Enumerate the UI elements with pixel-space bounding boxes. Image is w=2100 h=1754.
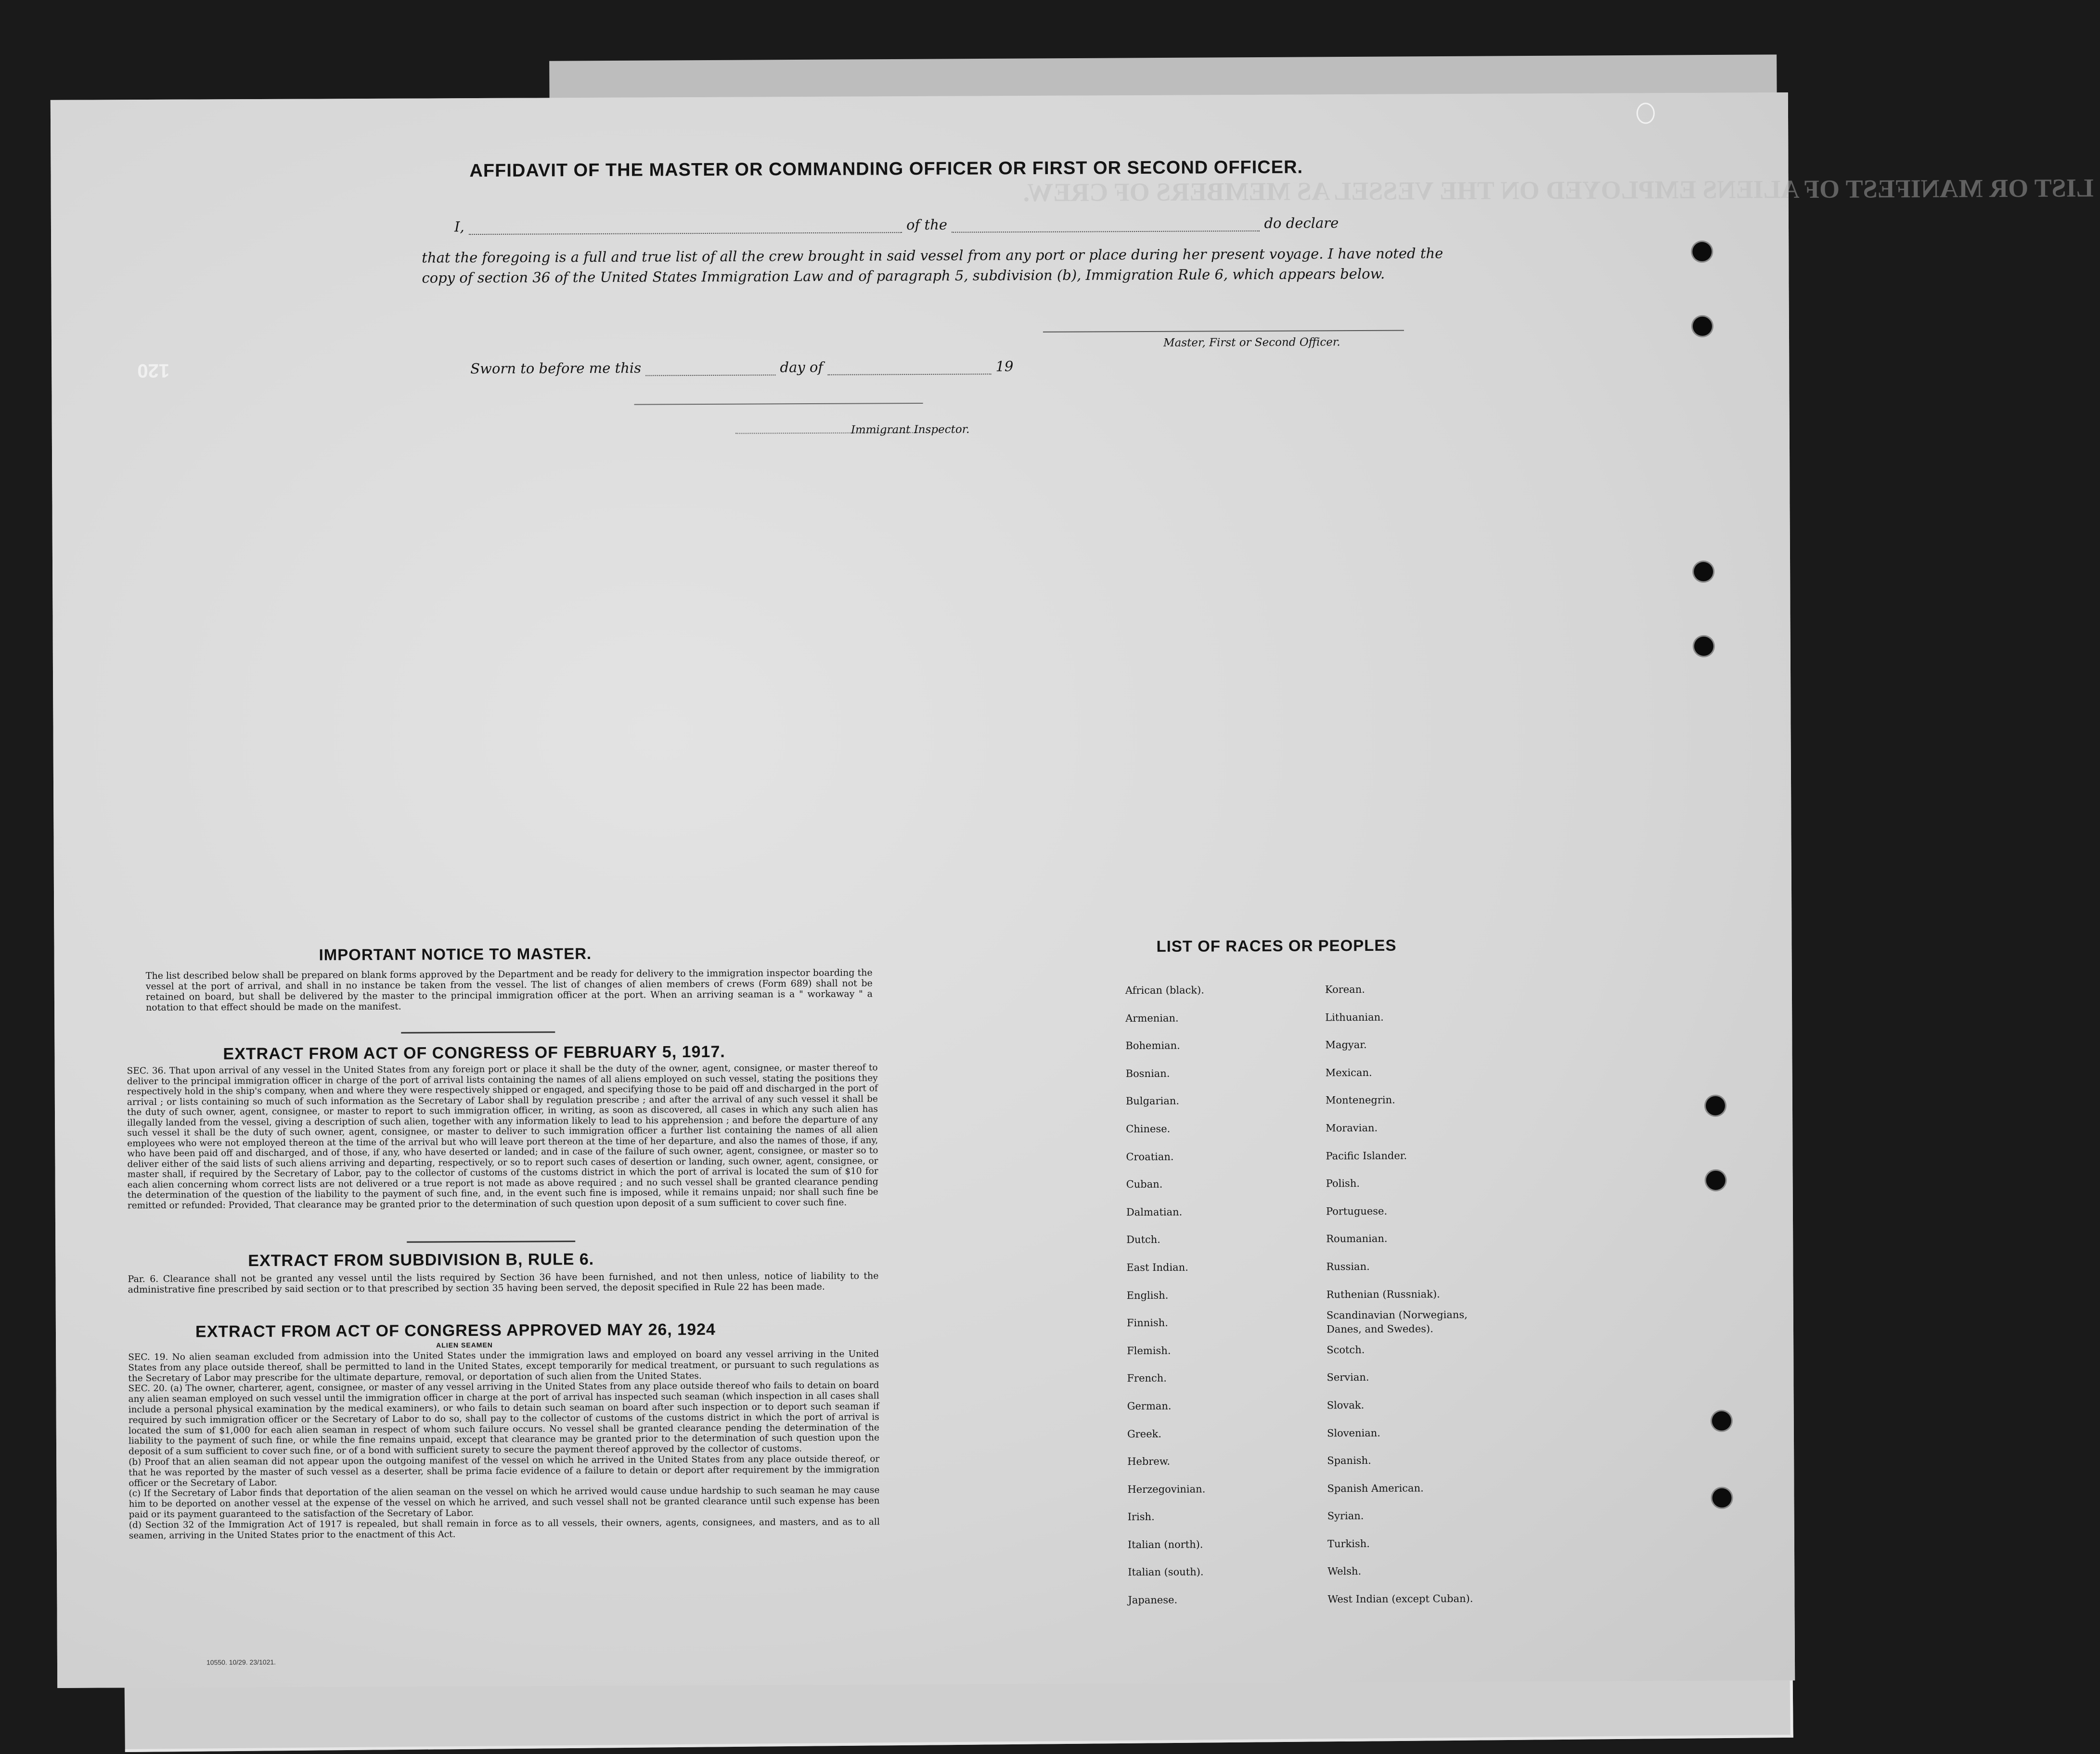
race-item: Polish. [1326,1178,1360,1190]
act-1917-body: SEC. 36. That upon arrival of any vessel in the United States from any foreign port or place it shall be the duty of the owner, agent, consignee, or master thereof to deliver to the principal immigration officer in charge of the port of arrival lists containing the names of all aliens employed on such vessel, stating the positions they respectively hold in the ship's company, when and where they were respectively shipped or engaged, and specifying those to be paid off and discharged in the port of arrival ; or lists containing so much of such information as the Secretary of Labor shall by regulation prescribe ; and after the arrival of any such vessel it shall be the duty of such owner, agent, consignee, or master to report to such immigration officer, in writing, as soon as discovered, all cases in which any such alien has illegally landed from the vessel, giving a description of such alien, together with any information likely to lead to his apprehension ; and before the departure of any such vessel it shall be the duty of such owner, agent, consignee, or master to deliver to such immigration officer a further list containing the names of all alien employees who were not employed thereon at the time of the arrival but who will leave port thereon at the time of her departure, and also the names of those, if any, who have been paid off and discharged, and of those, if any, who have deserted or landed; and in case of the failure of such owner, agent, consignee, or master so to deliver either of the said lists of such aliens arriving and departing, respectively, or so to report such cases of desertion or landing, such owner, agent, consignee, or master shall, if required by the Secretary of Labor, pay to the collector of customs of the customs district in which the port of arrival is located the sum of $10 for each alien concerning whom correct lists are not delivered or a true report is not made as above required ; and no such vessel shall be granted clearance pending the determination of the question of the liability to the payment of such fine, and, in the event such fine is imposed, while it remains unpaid; nor shall such fine be remitted or refunded: Provided, That clearance may be granted prior to the determination of such question upon deposit of a sum sufficient to cover such fine. [127,1063,878,1211]
form-page [51,92,2094,1688]
race-item: African (black). [1125,984,1205,997]
race-item: Russian. [1326,1260,1370,1273]
race-item: Moravian. [1326,1122,1378,1134]
act-1924-paragraph: SEC. 20. (a) The owner, charterer, agent, consignee, or master of any vessel arriving in the United States from any place outside thereof who fails to detain on board any alien seaman employed on such vessel until the immigration officer in charge at the port of arrival has inspected such seaman (which inspection in all cases shall include a personal physical examination by the medical examiners), or who fails to detain such seaman on board after such inspection or to deport such seaman if required by such immigration officer or the Secretary of Labor to do so, shall pay to the collector of customs of the customs district in which the port of arrival is located the sum of $1,000 for each alien seaman in respect of whom such failure occurs. No vessel shall be granted clearance pending the determination of the liability to the payment of such fine, or while the fine remains unpaid, except that clearance may be granted prior to the determination of such question upon the deposit of a sum sufficient to cover such fine, or of a bond with sufficient surety to secure the payment thereof approved by the collector of customs. [128,1380,880,1457]
race-item: Bohemian. [1125,1039,1180,1052]
page-number: 120 [137,359,170,382]
race-item: English. [1126,1289,1169,1301]
race-item: Welsh. [1327,1565,1362,1577]
sworn-text: Sworn to before me this [470,359,642,377]
act-1917-heading: EXTRACT FROM ACT OF CONGRESS OF FEBRUARY 5, 1917. [223,1042,725,1063]
race-item: Slovak. [1327,1399,1365,1411]
act-1924-heading: EXTRACT FROM ACT OF CONGRESS APPROVED MAY 26, 1924 [195,1320,716,1341]
declaration-body: that the foregoing is a full and true list of all the crew brought in said vessel from any port or place during her present voyage. I have noted the copy of section 36 of the United States Immigration Law and of paragraph 5, subdivision (b), Immigration Rule 6, which appears below. [422,245,1443,286]
race-item: Herzegovinian. [1127,1483,1206,1495]
declaration-do-declare: do declare [1264,215,1339,231]
form-footer-number: 10550. 10/29. 23/1021. [206,1658,276,1666]
race-item: Finnish. [1126,1317,1169,1329]
race-item: Montenegrin. [1325,1094,1395,1106]
race-item: Spanish American. [1327,1482,1424,1495]
sworn-month-field[interactable] [827,373,991,375]
race-item: German. [1127,1400,1172,1412]
race-item: East Indian. [1126,1261,1188,1274]
ghost-reverse-heading: LIST OR MANIFEST OF ALIENS EMPLOYED ON THE VESSEL AS MEMBERS OF CREW. [1023,173,2094,207]
race-item: Croatian. [1126,1151,1174,1163]
binder-hole [1694,637,1713,656]
race-item: Pacific Islander. [1326,1150,1407,1162]
race-item: Greek. [1127,1428,1162,1440]
declaration-of-the: of the [906,216,948,233]
race-item: Armenian. [1125,1012,1179,1024]
race-item: Slovenian. [1327,1427,1380,1439]
race-item: West Indian (except Cuban). [1327,1593,1473,1605]
rule-6-body: Par. 6. Clearance shall not be granted any vessel until the lists required by Section 36 have been furnished, and not then unless, notice of liability to the administrative fine prescribed by said section or to that prescribed by section 35 having been served, the deposit specified in Rule 22 has been made. [128,1270,879,1295]
race-item: Cuban. [1126,1178,1163,1191]
race-item: Dalmatian. [1126,1206,1183,1218]
race-item: Mexican. [1325,1066,1372,1079]
binder-hole [1706,1096,1725,1115]
sworn-day-field[interactable] [645,374,775,376]
binder-hole [1706,1171,1726,1190]
race-item: Hebrew. [1127,1455,1171,1468]
notice-heading: IMPORTANT NOTICE TO MASTER. [319,945,592,964]
race-item: Portuguese. [1326,1205,1388,1217]
race-item: French. [1127,1372,1167,1384]
binder-hole [1694,562,1713,581]
act-1917-divider [407,1241,575,1243]
races-left-column [1125,976,1350,1614]
race-item: Roumanian. [1326,1233,1388,1245]
signature-line[interactable] [1043,330,1404,333]
binder-hole [1692,242,1712,261]
notice-divider [401,1031,555,1033]
rule-6-heading: EXTRACT FROM SUBDIVISION B, RULE 6. [248,1250,594,1270]
race-item: Scotch. [1327,1344,1365,1356]
race-item: Servian. [1327,1371,1369,1383]
race-item: Scandinavian (Norwegians, Danes, and Swedes). [1326,1309,1468,1335]
races-heading: LIST OF RACES OR PEOPLES [1156,936,1397,955]
race-item: Irish. [1127,1511,1155,1523]
sworn-year-prefix: 19 [995,358,1014,375]
race-item: Turkish. [1327,1537,1370,1550]
race-item: Magyar. [1325,1039,1367,1051]
act-1924-paragraph: (d) Section 32 of the Immigration Act of 1917 is repealed, but shall remain in force as to all vessels, their owners, agents, consignees, and masters, and as to all seamen, arriving in the United States prior to the enactment of this Act. [129,1517,880,1541]
binder-hole [1693,317,1712,336]
sworn-line [470,358,1048,377]
declaration-line [454,214,1456,235]
race-item: Lithuanian. [1325,1011,1384,1023]
race-item: Bulgarian. [1125,1095,1180,1107]
act-1924-paragraph: (b) Proof that an alien seaman did not appear upon the outgoing manifest of the vessel on which he arrived in the United States from any place outside thereof, or that he was reported by the master of such vessel as a deserter, shall be prima facie evidence of a failure to detain or deport after requirement by the immigration officer or the Secretary of Labor. [129,1454,880,1488]
signature-label: Master, First or Second Officer. [1163,336,1340,349]
race-item: Chinese. [1126,1123,1171,1135]
binder-hole [1712,1411,1731,1431]
notice-body: The list described below shall be prepared on blank forms approved by the Department and be ready for delivery to the immigration inspector boarding the vessel at the port of arrival, and shall in no instance be taken from the vessel. The list of changes of alien members of crews (Form 689) shall not be retained on board, but shall be delivered by the master to the principal immigration officer at the port. When an arriving seaman is a " workaway " a notation to that effect should be made on the manifest. [145,967,873,1013]
race-item: Spanish. [1327,1455,1371,1467]
race-item: Flemish. [1127,1344,1171,1357]
races-right-column [1325,975,1540,1613]
race-item: Bosnian. [1125,1067,1170,1079]
act-1924-body [128,1349,880,1541]
act-1924-paragraph: SEC. 19. No alien seaman excluded from admission into the United States under the immigration laws and employed on board any vessel arriving in the United States from any place outside thereof, shall be permitted to land in the United States, except temporarily for medical treatment, or pursuant to such regulations as the Secretary of Labor may prescribe for the ultimate departure, removal, or deportation of such alien from the United States. [128,1349,879,1383]
inspector-signature-line[interactable] [634,403,923,405]
vessel-field[interactable] [952,230,1260,233]
act-1924-paragraph: (c) If the Secretary of Labor finds that deportation of the alien seaman on the vessel on which he arrived would cause undue hardship to such seaman he may cause him to be deported on another vessel at the expense of the vessel on which he arrived, and such vessel shall not be granted clearance until such expense has been paid or its payment guaranteed to the satisfaction of the Secretary of Labor. [129,1485,880,1520]
race-item: Ruthenian (Russniak). [1326,1288,1440,1300]
race-item: Syrian. [1327,1510,1364,1522]
affidavit-heading: AFFIDAVIT OF THE MASTER OR COMMANDING OFFICER OR FIRST OR SECOND OFFICER. [469,157,1303,181]
race-item: Japanese. [1128,1594,1178,1606]
name-field[interactable] [469,232,902,235]
inspector-label: Immigrant Inspector. [850,423,970,436]
race-item: Italian (north). [1127,1538,1203,1551]
race-item: Italian (south). [1128,1566,1204,1578]
declaration-i-label: I, [454,218,464,235]
binder-hole [1712,1488,1731,1508]
race-item: Korean. [1325,983,1365,996]
sworn-day-of: day of [780,358,824,376]
race-item: Dutch. [1126,1234,1160,1246]
punched-hole [1636,102,1655,124]
alien-seamen-subheading: ALIEN SEAMEN [436,1341,493,1349]
